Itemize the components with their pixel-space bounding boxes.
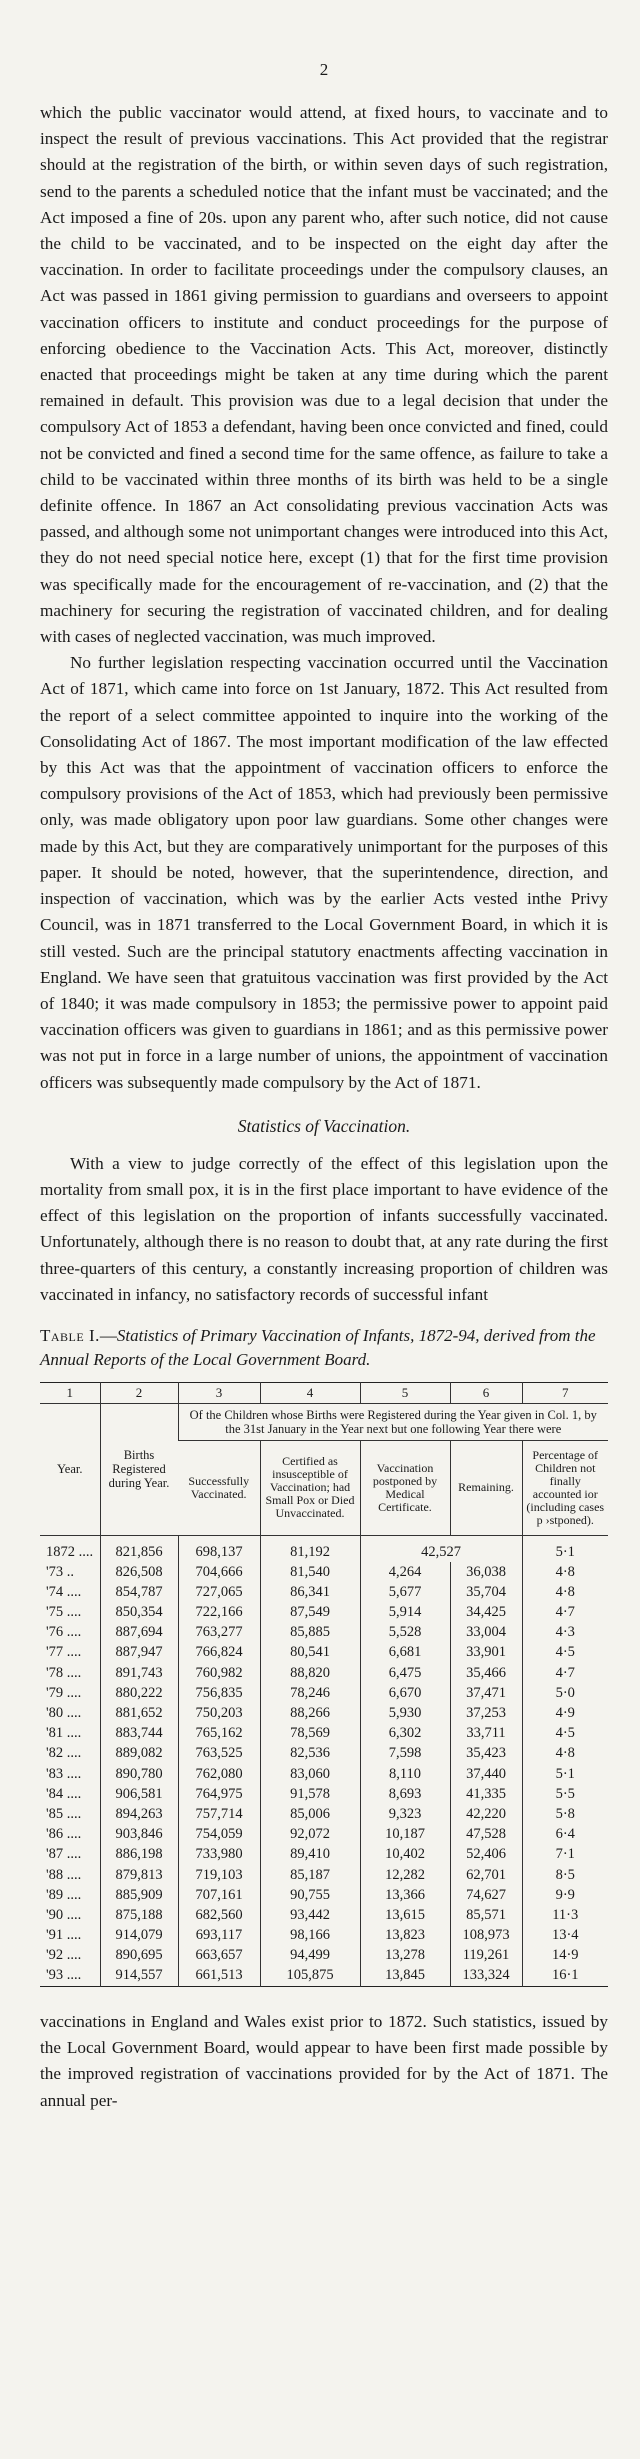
cell-births: 887,947 <box>100 1643 178 1663</box>
cell-percentage: 11·3 <box>522 1905 608 1925</box>
cell-births: 885,909 <box>100 1885 178 1905</box>
paragraph-act-1871: No further legislation respecting vaccination occurred until the Vaccination Act of 1871, which came into force on 1st January, 1872. This Act resulted from the report of a select committee appointed to inquire into the working of the Consolidating Act of 1867. The most important modification of the law effected by this Act was that the appointment of vaccination officers to enforce the compulsory provisions of the Act of 1853, which had previously been permissive only, was made obligatory upon poor law guardians. Some other changes were made by this Act, but they are comparatively unimportant for the purposes of this paper. It should be noted, however, that the superintendence, direction, and inspection of vaccination, which was by the earlier Acts vested inthe Privy Council, was in 1871 transferred to the Local Government Board, in which it is still vested. Such are the principal statutory enactments affecting vaccination in England. We have seen that gratuitous vaccination was first provided by the Act of 1840; it was made compulsory in 1853; the permissive power to appoint paid vaccination officers was given to guardians in 1861; and as this permissive power was not put in force in a large number of unions, the appointment of vaccination officers was subsequently made compulsory by the Act of 1871. <box>40 653 608 1092</box>
table-row <box>40 1643 608 1663</box>
cell-percentage: 4·7 <box>522 1603 608 1623</box>
cell-postponed: 8,110 <box>360 1764 450 1784</box>
paragraph-closing: vaccinations in England and Wales exist prior to 1872. Such statistics, issued by the Local Government Board, would appear to have been first made possible by the improved registration of vaccinations provided for by the Act of 1871. The annual per- <box>40 2012 608 2110</box>
cell-percentage: 13·4 <box>522 1926 608 1946</box>
table-row <box>40 1825 608 1845</box>
cell-postponed: 13,845 <box>360 1966 450 1987</box>
cell-certified: 85,006 <box>260 1804 360 1824</box>
cell-percentage: 4·5 <box>522 1643 608 1663</box>
cell-certified: 89,410 <box>260 1845 360 1865</box>
cell-postponed: 6,302 <box>360 1724 450 1744</box>
cell-vaccinated: 704,666 <box>178 1562 260 1582</box>
cell-certified: 94,499 <box>260 1946 360 1966</box>
cell-year: '88 .... <box>46 1866 82 1883</box>
cell-percentage: 4·7 <box>522 1663 608 1683</box>
cell-vaccinated: 763,277 <box>178 1623 260 1643</box>
cell-year: 1872 .... <box>46 1543 94 1560</box>
cell-vaccinated: 754,059 <box>178 1825 260 1845</box>
cell-vaccinated: 698,137 <box>178 1535 260 1562</box>
cell-postponed: 7,598 <box>360 1744 450 1764</box>
cell-postponed-remaining: 42,527 <box>360 1535 522 1562</box>
cell-vaccinated: 663,657 <box>178 1946 260 1966</box>
section-heading: Statistics of Vaccination. <box>237 1115 411 1136</box>
cell-postponed: 6,475 <box>360 1663 450 1683</box>
cell-births: 880,222 <box>100 1683 178 1703</box>
cell-remaining: 52,406 <box>450 1845 522 1865</box>
cell-year: '74 .... <box>46 1583 82 1600</box>
cell-births: 906,581 <box>100 1784 178 1804</box>
page-number: 2 <box>319 60 329 79</box>
table-caption-label: Table I. <box>40 1325 100 1345</box>
cell-certified: 88,820 <box>260 1663 360 1683</box>
cell-certified: 81,192 <box>260 1535 360 1562</box>
cell-postponed: 4,264 <box>360 1562 450 1582</box>
cell-remaining: 119,261 <box>450 1946 522 1966</box>
table-row <box>40 1535 608 1562</box>
cell-remaining: 35,466 <box>450 1663 522 1683</box>
cell-certified: 81,540 <box>260 1562 360 1582</box>
table-row <box>40 1804 608 1824</box>
column-number: 1 <box>40 1382 100 1403</box>
cell-vaccinated: 762,080 <box>178 1764 260 1784</box>
cell-postponed: 6,681 <box>360 1643 450 1663</box>
cell-certified: 85,187 <box>260 1865 360 1885</box>
cell-vaccinated: 661,513 <box>178 1966 260 1987</box>
cell-certified: 86,341 <box>260 1582 360 1602</box>
cell-percentage: 5·8 <box>522 1804 608 1824</box>
cell-certified: 87,549 <box>260 1603 360 1623</box>
cell-postponed: 10,402 <box>360 1845 450 1865</box>
cell-certified: 91,578 <box>260 1784 360 1804</box>
cell-remaining: 37,253 <box>450 1703 522 1723</box>
cell-certified: 93,442 <box>260 1905 360 1925</box>
cell-year: '85 .... <box>46 1805 82 1822</box>
cell-year: '80 .... <box>46 1705 82 1722</box>
table-row <box>40 1905 608 1925</box>
table-row <box>40 1562 608 1582</box>
paragraph-vaccination-acts: which the public vaccinator would attend, at fixed hours, to vaccinate and to inspect the result of previous vaccinations. This Act provided that the registrar should at the registration of the birth, or within seven days of such registration, send to the parents a scheduled notice that the infant must be vaccinated; and the Act imposed a fine of 20s. upon any parent who, after such notice, did not cause the child to be vaccinated, and to be inspected on the eight day after the vaccination. In order to facilitate proceedings under the compulsory clauses, an Act was passed in 1861 giving permission to guardians and overseers to appoint vaccination officers to institute and conduct proceedings for the purpose of enforcing obedience to the Vaccination Acts. This Act, moreover, distinctly enacted that proceedings might be taken at any time during which the parent remained in default. This provision was due to a legal decision that under the compulsory Act of 1853 a defendant, having been once convicted and fined, could not be convicted and fined a second time for the same offence, as failure to take a child to be vaccinated within three months of its birth was held to be a single definite offence. In 1867 an Act consolidating previous vaccination Acts was passed, and although some not unimportant changes were introduced into this Act, they do not need special notice here, except (1) that for the first time provision was specifically made for the encouragement of re-vaccination, and (2) that the machinery for securing the registration of vaccinated children, and for dealing with cases of neglected vaccination, was much improved. <box>40 103 608 647</box>
cell-remaining: 33,901 <box>450 1643 522 1663</box>
cell-certified: 98,166 <box>260 1926 360 1946</box>
cell-vaccinated: 722,166 <box>178 1603 260 1623</box>
cell-percentage: 8·5 <box>522 1865 608 1885</box>
cell-vaccinated: 750,203 <box>178 1703 260 1723</box>
cell-vaccinated: 760,982 <box>178 1663 260 1683</box>
cell-year: '86 .... <box>46 1826 82 1843</box>
cell-remaining: 74,627 <box>450 1885 522 1905</box>
cell-births: 850,354 <box>100 1603 178 1623</box>
cell-certified: 80,541 <box>260 1643 360 1663</box>
cell-births: 914,557 <box>100 1966 178 1987</box>
paragraph-statistics: With a view to judge correctly of the effect of this legislation upon the mortality from small pox, it is in the first place important to have evidence of the effect of this legislation on the proportion of infants successfully vaccinated. Unfortunately, although there is no reason to doubt that, at any rate during the first three-quarters of this century, a constantly increasing proportion of children was vaccinated in infancy, no satisfactory records of successful infant <box>40 1153 608 1304</box>
cell-postponed: 13,278 <box>360 1946 450 1966</box>
cell-remaining: 35,704 <box>450 1582 522 1602</box>
table-row <box>40 1744 608 1764</box>
cell-postponed: 13,615 <box>360 1905 450 1925</box>
header-span: Of the Children whose Births were Registered during the Year given in Col. 1, by the 31st January in the Year next but one following Year there were <box>178 1403 608 1440</box>
cell-year: '87 .... <box>46 1846 82 1863</box>
cell-remaining: 41,335 <box>450 1784 522 1804</box>
table-row <box>40 1926 608 1946</box>
cell-year: '78 .... <box>46 1664 82 1681</box>
cell-percentage: 5·0 <box>522 1683 608 1703</box>
cell-postponed: 8,693 <box>360 1784 450 1804</box>
cell-births: 890,695 <box>100 1946 178 1966</box>
cell-year: '92 .... <box>46 1947 82 1964</box>
cell-postponed: 5,528 <box>360 1623 450 1643</box>
cell-births: 881,652 <box>100 1703 178 1723</box>
column-number: 4 <box>260 1382 360 1403</box>
cell-births: 883,744 <box>100 1724 178 1744</box>
cell-year: '81 .... <box>46 1725 82 1742</box>
cell-percentage: 5·1 <box>522 1535 608 1562</box>
column-number: 3 <box>178 1382 260 1403</box>
cell-vaccinated: 719,103 <box>178 1865 260 1885</box>
cell-remaining: 47,528 <box>450 1825 522 1845</box>
cell-percentage: 16·1 <box>522 1966 608 1987</box>
cell-remaining: 62,701 <box>450 1865 522 1885</box>
cell-births: 887,694 <box>100 1623 178 1643</box>
cell-certified: 88,266 <box>260 1703 360 1723</box>
cell-births: 826,508 <box>100 1562 178 1582</box>
table-row <box>40 1582 608 1602</box>
table-row <box>40 1623 608 1643</box>
cell-certified: 82,536 <box>260 1744 360 1764</box>
cell-births: 875,188 <box>100 1905 178 1925</box>
cell-postponed: 10,187 <box>360 1825 450 1845</box>
cell-year: '73 .. <box>46 1563 74 1580</box>
column-number: 2 <box>100 1382 178 1403</box>
cell-vaccinated: 733,980 <box>178 1845 260 1865</box>
cell-percentage: 4·3 <box>522 1623 608 1643</box>
cell-births: 894,263 <box>100 1804 178 1824</box>
column-number-row <box>40 1382 608 1403</box>
cell-vaccinated: 693,117 <box>178 1926 260 1946</box>
cell-births: 891,743 <box>100 1663 178 1683</box>
table-row <box>40 1966 608 1987</box>
table-caption-dash: — <box>99 1325 117 1345</box>
cell-percentage: 4·8 <box>522 1582 608 1602</box>
column-number: 7 <box>522 1382 608 1403</box>
cell-remaining: 36,038 <box>450 1562 522 1582</box>
cell-vaccinated: 757,714 <box>178 1804 260 1824</box>
cell-certified: 85,885 <box>260 1623 360 1643</box>
cell-percentage: 9·9 <box>522 1885 608 1905</box>
cell-percentage: 4·8 <box>522 1562 608 1582</box>
cell-year: '93 .... <box>46 1967 82 1984</box>
cell-births: 854,787 <box>100 1582 178 1602</box>
cell-vaccinated: 727,065 <box>178 1582 260 1602</box>
table-row <box>40 1663 608 1683</box>
cell-year: '91 .... <box>46 1927 82 1944</box>
cell-births: 914,079 <box>100 1926 178 1946</box>
table-row <box>40 1683 608 1703</box>
cell-certified: 78,569 <box>260 1724 360 1744</box>
cell-vaccinated: 707,161 <box>178 1885 260 1905</box>
table-row <box>40 1703 608 1723</box>
cell-year: '90 .... <box>46 1906 82 1923</box>
cell-vaccinated: 763,525 <box>178 1744 260 1764</box>
cell-year: '79 .... <box>46 1684 82 1701</box>
cell-vaccinated: 765,162 <box>178 1724 260 1744</box>
header-successful: Successfully Vaccinated. <box>178 1440 260 1535</box>
table-row <box>40 1764 608 1784</box>
cell-remaining: 33,004 <box>450 1623 522 1643</box>
cell-certified: 83,060 <box>260 1764 360 1784</box>
column-number: 5 <box>360 1382 450 1403</box>
table-caption <box>40 1324 608 1372</box>
cell-remaining: 34,425 <box>450 1603 522 1623</box>
header-year: Year. <box>40 1403 100 1535</box>
cell-postponed: 9,323 <box>360 1804 450 1824</box>
cell-percentage: 7·1 <box>522 1845 608 1865</box>
cell-percentage: 5·1 <box>522 1764 608 1784</box>
cell-certified: 78,246 <box>260 1683 360 1703</box>
header-remaining: Remaining. <box>450 1440 522 1535</box>
table-row <box>40 1865 608 1885</box>
cell-remaining: 133,324 <box>450 1966 522 1987</box>
cell-vaccinated: 682,560 <box>178 1905 260 1925</box>
cell-percentage: 6·4 <box>522 1825 608 1845</box>
cell-postponed: 12,282 <box>360 1865 450 1885</box>
cell-births: 889,082 <box>100 1744 178 1764</box>
table-caption-title: Statistics of Primary Vaccination of Infants, 1872-94, derived from the Annual Reports of the Local Government Board. <box>40 1325 596 1369</box>
header-certified: Certified as insusceptible of Vaccination; had Small Pox or Died Unvaccinated. <box>260 1440 360 1535</box>
table-row <box>40 1885 608 1905</box>
cell-vaccinated: 766,824 <box>178 1643 260 1663</box>
header-span-row <box>40 1403 608 1440</box>
table-row <box>40 1946 608 1966</box>
cell-percentage: 14·9 <box>522 1946 608 1966</box>
cell-postponed: 5,677 <box>360 1582 450 1602</box>
cell-remaining: 85,571 <box>450 1905 522 1925</box>
cell-postponed: 6,670 <box>360 1683 450 1703</box>
header-births: Births Registered during Year. <box>100 1403 178 1535</box>
table-row <box>40 1603 608 1623</box>
cell-remaining: 108,973 <box>450 1926 522 1946</box>
table-row <box>40 1784 608 1804</box>
cell-year: '82 .... <box>46 1745 82 1762</box>
cell-year: '89 .... <box>46 1886 82 1903</box>
cell-remaining: 37,471 <box>450 1683 522 1703</box>
cell-percentage: 5·5 <box>522 1784 608 1804</box>
cell-certified: 90,755 <box>260 1885 360 1905</box>
cell-remaining: 33,711 <box>450 1724 522 1744</box>
cell-vaccinated: 756,835 <box>178 1683 260 1703</box>
cell-certified: 105,875 <box>260 1966 360 1987</box>
cell-vaccinated: 764,975 <box>178 1784 260 1804</box>
cell-births: 890,780 <box>100 1764 178 1784</box>
cell-births: 903,846 <box>100 1825 178 1845</box>
cell-postponed: 5,930 <box>360 1703 450 1723</box>
cell-postponed: 13,366 <box>360 1885 450 1905</box>
header-percentage: Percentage of Children not finally accounted ior (including cases p ›stponed). <box>522 1440 608 1535</box>
cell-births: 821,856 <box>100 1535 178 1562</box>
table-row <box>40 1724 608 1744</box>
cell-remaining: 35,423 <box>450 1744 522 1764</box>
cell-remaining: 37,440 <box>450 1764 522 1784</box>
table-row <box>40 1845 608 1865</box>
vaccination-statistics-table <box>40 1382 608 1987</box>
cell-percentage: 4·9 <box>522 1703 608 1723</box>
cell-postponed: 5,914 <box>360 1603 450 1623</box>
cell-remaining: 42,220 <box>450 1804 522 1824</box>
cell-year: '84 .... <box>46 1785 82 1802</box>
cell-certified: 92,072 <box>260 1825 360 1845</box>
cell-year: '76 .... <box>46 1624 82 1641</box>
cell-year: '77 .... <box>46 1644 82 1661</box>
cell-births: 886,198 <box>100 1845 178 1865</box>
cell-percentage: 4·5 <box>522 1724 608 1744</box>
cell-postponed: 13,823 <box>360 1926 450 1946</box>
cell-percentage: 4·8 <box>522 1744 608 1764</box>
cell-year: '83 .... <box>46 1765 82 1782</box>
cell-births: 879,813 <box>100 1865 178 1885</box>
header-postponed: Vaccination postponed by Medical Certificate. <box>360 1440 450 1535</box>
column-number: 6 <box>450 1382 522 1403</box>
cell-year: '75 .... <box>46 1604 82 1621</box>
